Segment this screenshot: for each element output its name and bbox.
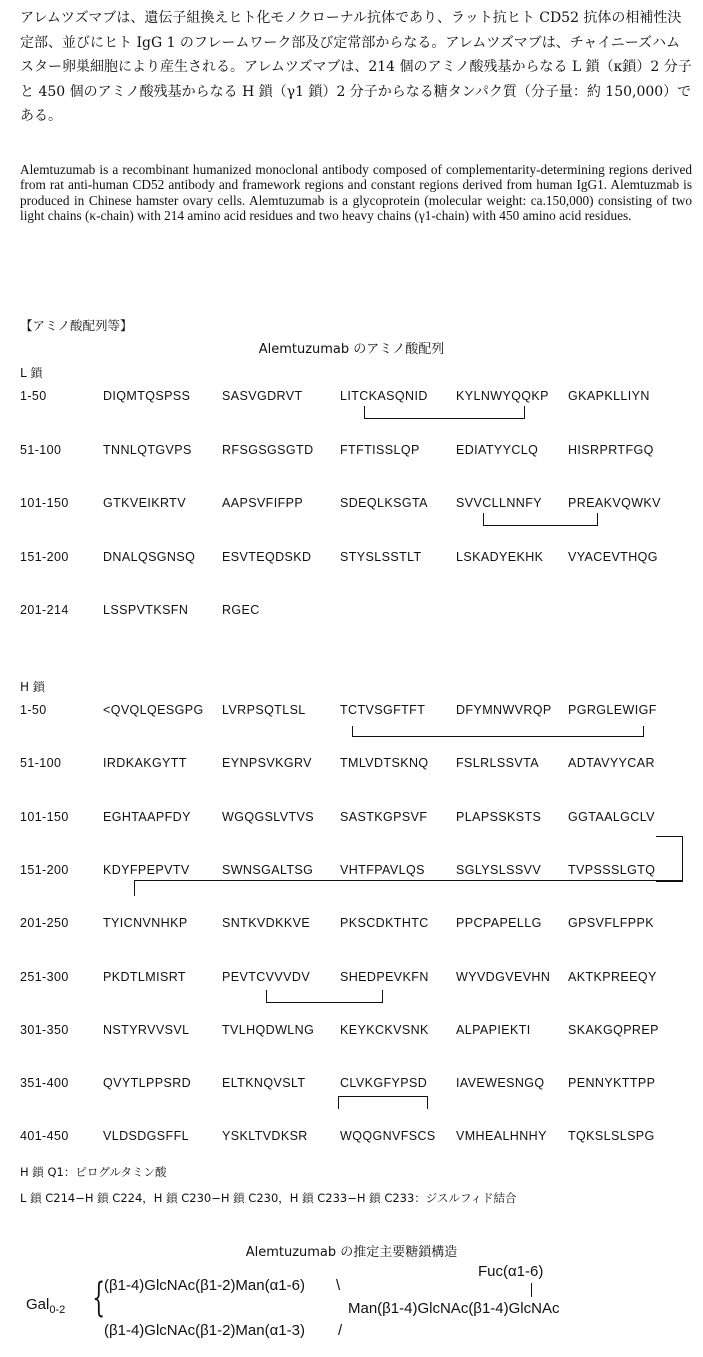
- sequence-group: PPCPAPELLG: [456, 916, 542, 931]
- disulfide-bracket: [338, 1096, 428, 1109]
- sequence-group: YSKLTVDKSR: [222, 1129, 308, 1144]
- glycan-gal: [26, 1296, 65, 1316]
- sequence-group: KDYFPEPVTV: [103, 862, 190, 877]
- sequence-group: WGQGSLVTVS: [222, 809, 314, 824]
- sequence-group: DNALQSGNSQ: [103, 549, 196, 564]
- glycan-branch-upper: (β1-4)GlcNAc(β1-2)Man(α1-6): [104, 1277, 305, 1294]
- sequence-group: VLDSDGSFFL: [103, 1129, 189, 1144]
- gal-count: 0-2: [49, 1304, 66, 1316]
- disulfide-bracket: [352, 726, 644, 737]
- gal-label: Gal: [26, 1296, 50, 1313]
- sequence-group: EYNPSVKGRV: [222, 756, 312, 771]
- residue-range: 1-50: [20, 703, 47, 717]
- glycan-core: Man(β1-4)GlcNAc(β1-4)GlcNAc: [348, 1300, 560, 1317]
- sequence-group: TYICNVNHKP: [103, 916, 188, 931]
- sequence-group: TVLHQDWLNG: [222, 1022, 315, 1037]
- sequence-group: ELTKNQVSLT: [222, 1076, 306, 1091]
- residue-range: 151-200: [20, 549, 69, 564]
- sequence-group: TCTVSGFTFT: [340, 703, 426, 717]
- residue-range: 301-350: [20, 1022, 69, 1037]
- sequence-group: IRDKAKGYTT: [103, 756, 187, 771]
- sequence-group: NSTYRVVSVL: [103, 1022, 190, 1037]
- disulfide-bracket: [266, 990, 383, 1003]
- sequence-group: RFSGSGSGTD: [222, 442, 314, 457]
- glycan-link-lower: /: [338, 1322, 343, 1339]
- sequence-group: LVRPSQTLSL: [222, 703, 306, 717]
- glycan-fucose: Fuc(α1-6): [478, 1263, 544, 1280]
- sequence-group: VMHEALHNHY: [456, 1129, 547, 1144]
- sequence-group: HISRPRTFGQ: [568, 442, 654, 457]
- sequence-group: RGEC: [222, 603, 260, 617]
- sequence-group: TQKSLSLSPG: [568, 1129, 655, 1144]
- sequence-group: STYSLSSTLT: [340, 549, 422, 564]
- note-disulfide: L 鎖 C214−H 鎖 C224，H 鎖 C230−H 鎖 C230，H 鎖 C233−H 鎖 C233：ジスルフィド結合: [20, 1191, 517, 1205]
- sequence-group: PENNYKTTPP: [568, 1076, 656, 1091]
- residue-range: 401-450: [20, 1129, 69, 1144]
- fucose-link: [531, 1283, 532, 1297]
- sequence-group: DFYMNWVRQP: [456, 703, 552, 717]
- sequence-group: SHEDPEVKFN: [340, 969, 429, 984]
- disulfide-bracket: [134, 880, 683, 890]
- sequence-group: GGTAALGCLV: [568, 809, 655, 824]
- sequence-group: VYACEVTHQG: [568, 549, 658, 564]
- section-label: 【アミノ酸配列等】: [20, 318, 133, 333]
- sequence-group: ADTAVYYCAR: [568, 756, 655, 771]
- heavy-chain-label: H 鎖: [20, 680, 45, 694]
- sequence-group: TVPSSSLGTQ: [568, 862, 656, 877]
- sequence-group: LSKADYEKHK: [456, 549, 544, 564]
- glycan-link-upper: \: [336, 1277, 341, 1294]
- sequence-group: EDIATYYCLQ: [456, 442, 539, 457]
- sequence-group: SASVGDRVT: [222, 389, 303, 403]
- sequence-group: SVVCLLNNFY: [456, 496, 542, 510]
- sequence-title: Alemtuzumab のアミノ酸配列: [258, 342, 445, 357]
- sequence-group: LITCKASQNID: [340, 389, 428, 403]
- sequence-group: GPSVFLFPPK: [568, 916, 654, 931]
- disulfide-bracket: [364, 406, 525, 419]
- sequence-group: GKAPKLLIYN: [568, 389, 650, 403]
- sequence-group: VHTFPAVLQS: [340, 862, 425, 877]
- residue-range: 51-100: [20, 756, 62, 771]
- japanese-description: アレムツズマブは、遺伝子組換えヒト化モノクローナル抗体であり、ラット抗ヒト CD52 抗体の相補性決定部、並びにヒト IgG 1 のフレームワーク部及び定常部からなる。アレムツズマブは、チャイニーズハムスター卵巣細胞により産生される。アレムツズマブは、214 個のアミノ酸残基からなる L 鎖（κ鎖）2 分子と 450 個のアミノ酸残基からなる H 鎖（γ1 鎖）2 分子からなる糖タンパク質（分子量：約 150,000）である。: [20, 10, 692, 124]
- sequence-group: IAVEWESNGQ: [456, 1076, 545, 1091]
- sequence-group: ALPAPIEKTI: [456, 1022, 531, 1037]
- sequence-group: SKAKGQPREP: [568, 1022, 659, 1037]
- english-description: Alemtuzumab is a recombinant humanized monoclonal antibody composed of complementarity-determining regions derived from rat anti-human CD52 antibody and framework regions and constant regions derived from human IgG1. Alemtuzmab is produced in Chinese hamster ovary cells. Alemtuzumab is a glycoprotein (molecular weight: ca.150,000) consisting of two light chains (κ-chain) with 214 amino acid residues and two heavy chains (γ1-chain) with 450 amino acid residues.: [20, 162, 692, 224]
- residue-range: 201-214: [20, 603, 69, 617]
- residue-range: 251-300: [20, 969, 69, 984]
- sequence-group: SWNSGALTSG: [222, 862, 314, 877]
- sequence-group: PREAKVQWKV: [568, 496, 661, 510]
- sequence-group: GTKVEIKRTV: [103, 496, 186, 510]
- light-chain-label: L 鎖: [20, 366, 43, 380]
- sequence-group: PKDTLMISRT: [103, 969, 186, 984]
- disulfide-bracket: [134, 880, 135, 896]
- glycan-brace: {: [92, 1275, 106, 1321]
- glycan-branch-lower: (β1-4)GlcNAc(β1-2)Man(α1-3): [104, 1322, 305, 1339]
- sequence-group: TNNLQTGVPS: [103, 442, 192, 457]
- sequence-group: PKSCDKTHTC: [340, 916, 429, 931]
- note-pyroglutamate: H 鎖 Q1：ピログルタミン酸: [20, 1165, 167, 1179]
- residue-range: 51-100: [20, 442, 62, 457]
- sequence-group: EGHTAAPFDY: [103, 809, 191, 824]
- sequence-group: ESVTEQDSKD: [222, 549, 312, 564]
- sequence-group: <QVQLQESGPG: [103, 703, 204, 717]
- disulfide-bracket: [483, 513, 598, 526]
- sequence-group: KEYKCKVSNK: [340, 1022, 429, 1037]
- sequence-group: CLVKGFYPSD: [340, 1076, 428, 1091]
- sequence-group: LSSPVTKSFN: [103, 603, 189, 617]
- disulfide-bracket: [656, 836, 683, 882]
- residue-range: 151-200: [20, 862, 69, 877]
- sequence-group: PLAPSSKSTS: [456, 809, 542, 824]
- sequence-group: FTFTISSLQP: [340, 442, 420, 457]
- sequence-group: PGRGLEWIGF: [568, 703, 657, 717]
- residue-range: 351-400: [20, 1076, 69, 1091]
- sequence-group: SNTKVDKKVE: [222, 916, 311, 931]
- sequence-group: FSLRLSSVTA: [456, 756, 539, 771]
- sequence-group: QVYTLPPSRD: [103, 1076, 192, 1091]
- residue-range: 1-50: [20, 389, 47, 403]
- sequence-group: WQQGNVFSCS: [340, 1129, 436, 1144]
- sequence-group: AAPSVFIFPP: [222, 496, 304, 510]
- sequence-group: KYLNWYQQKP: [456, 389, 549, 403]
- residue-range: 101-150: [20, 496, 69, 510]
- glycan-title: Alemtuzumab の推定主要糖鎖構造: [245, 1245, 458, 1260]
- sequence-group: SDEQLKSGTA: [340, 496, 428, 510]
- sequence-group: SASTKGPSVF: [340, 809, 428, 824]
- sequence-group: AKTKPREEQY: [568, 969, 657, 984]
- sequence-group: SGLYSLSSVV: [456, 862, 542, 877]
- sequence-group: PEVTCVVVDV: [222, 969, 311, 984]
- sequence-group: TMLVDTSKNQ: [340, 756, 429, 771]
- residue-range: 101-150: [20, 809, 69, 824]
- sequence-group: DIQMTQSPSS: [103, 389, 191, 403]
- residue-range: 201-250: [20, 916, 69, 931]
- sequence-group: WYVDGVEVHN: [456, 969, 551, 984]
